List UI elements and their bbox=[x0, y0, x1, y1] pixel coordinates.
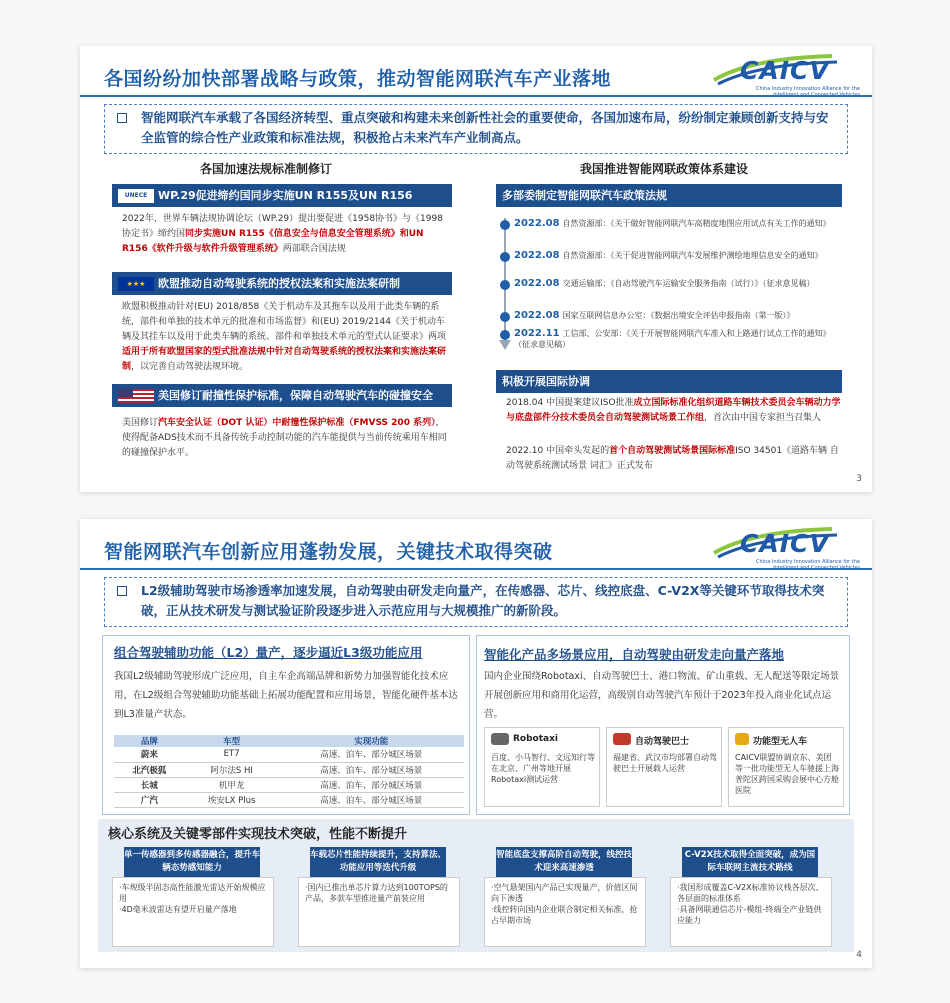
card-text: 福建省、武汉市均部署自动驾驶巴士开展载人运营 bbox=[613, 753, 717, 773]
eu-bar bbox=[112, 272, 452, 295]
bus-icon bbox=[613, 733, 631, 745]
timeline-date: 2022.08 bbox=[514, 310, 560, 321]
cell-model: 埃安LX Plus bbox=[185, 792, 279, 807]
timeline-text: 自然资源部：《关于做好智能网联汽车高精度地图应用试点有关工作的通知》 bbox=[562, 219, 831, 228]
unece-p1: 2022年，世界车辆法规协调论坛（WP.29）提出要促进《1958协书》与《1998协定书》缔约国 bbox=[122, 214, 443, 239]
slide-3 bbox=[80, 46, 872, 492]
timeline-arrow-icon bbox=[499, 340, 511, 350]
eu-text bbox=[122, 300, 447, 375]
intl-text-2 bbox=[506, 444, 842, 474]
timeline-date: 2022.08 bbox=[514, 218, 560, 229]
policy-timeline bbox=[496, 214, 842, 364]
core-box-header: 单一传感器到多传感器融合，提升车辆态势感知能力 bbox=[124, 847, 260, 877]
intro-box bbox=[104, 104, 848, 154]
eu-bar-text: 欧盟推动自动驾驶系统的授权法案和实施法案研制 bbox=[158, 277, 400, 290]
us-text bbox=[122, 416, 447, 461]
core-item: ·线控转向国内企业联合制定相关标准，抢占早期市场 bbox=[491, 905, 638, 925]
cell-brand: 北汽极狐 bbox=[114, 762, 185, 777]
cell-function: 高速、泊车、部分城区场景 bbox=[279, 747, 464, 762]
us-p1: 美国修订 bbox=[122, 418, 159, 428]
card-title: Robotaxi bbox=[513, 734, 559, 744]
table-row bbox=[114, 792, 464, 807]
intl2-red: 首个自动驾驶测试场景国际标准 bbox=[609, 446, 736, 456]
header-brand: 品牌 bbox=[114, 735, 185, 747]
cell-brand: 蔚来 bbox=[114, 747, 185, 762]
cell-function: 高速、泊车、部分城区场景 bbox=[279, 792, 464, 807]
card-title: 功能型无人车 bbox=[753, 737, 808, 747]
slide-title: 智能网联汽车创新应用蓬勃发展，关键技术取得突破 bbox=[104, 541, 553, 563]
unece-red: 同步实施UN R155《信息安全与信息安全管理系统》和UN R156《软件升级与软件升级管理系统》 bbox=[122, 229, 424, 254]
slide-4 bbox=[80, 519, 872, 968]
square-bullet-icon bbox=[117, 586, 127, 596]
l2-text: 我国L2级辅助驾驶形成广泛应用，自主车企高端品牌和新势力加强智能化技术应用，在L2级组合驾驶辅助功能基础上拓展功能配置和应用场景，智能化硬件基本达到L3准量产状态。 bbox=[114, 671, 458, 720]
table-row bbox=[114, 777, 464, 792]
logo-subtitle: China Industry Innovation Alliance for the bbox=[756, 559, 860, 565]
eu-p2: ，以完善自动驾驶法规环境。 bbox=[131, 362, 249, 372]
timeline-dot-icon bbox=[500, 220, 510, 230]
square-bullet-icon bbox=[117, 113, 127, 123]
logo-subtitle: China Industry Innovation Alliance for the bbox=[756, 86, 860, 92]
unece-bar-text: WP.29促进缔约国同步实施UN R155及UN R156 bbox=[158, 189, 413, 202]
caicv-logo bbox=[712, 50, 862, 94]
table-row bbox=[114, 762, 464, 777]
table-row bbox=[114, 747, 464, 762]
card-title: 自动驾驶巴士 bbox=[635, 737, 690, 747]
intl-bar: 积极开展国际协调 bbox=[496, 370, 842, 393]
intl1-p1: 2018.04 中国提案建议ISO批准 bbox=[506, 398, 634, 408]
timeline-text: 自然资源部：《关于促进智能网联汽车发展维护测绘地理信息安全的通知》 bbox=[562, 251, 823, 260]
intro-text: L2级辅助驾驶市场渗透率加速发展，自动驾驶由研发走向量产，在传感器、芯片、线控底盘、C-V2X等关键环节取得技术突破，正从技术研发与测试验证阶段逐步进入示范应用与大规模推广的新阶段。 bbox=[141, 583, 825, 618]
core-item: ·我国形成覆盖C-V2X标准协议栈各层次、各层面的标准体系 bbox=[677, 883, 824, 903]
core-box-header: C-V2X技术取得全面突破，成为国际车联网主流技术路线 bbox=[682, 847, 818, 877]
core-box-content bbox=[112, 877, 274, 947]
cell-model: 机甲龙 bbox=[185, 777, 279, 792]
policy-bar: 多部委制定智能网联汽车政策法规 bbox=[496, 184, 842, 207]
robotaxi-card bbox=[484, 727, 600, 807]
logo-text: CAICV bbox=[740, 529, 830, 558]
core-box-content bbox=[298, 877, 460, 947]
core-heading: 核心系统及关键零部件实现技术突破，性能不断提升 bbox=[108, 827, 408, 842]
card-text: 百度、小马智行、文远知行等在北京、广州等地开展Robotaxi测试运营 bbox=[491, 753, 595, 784]
bus-card bbox=[606, 727, 722, 807]
timeline-date: 2022.08 bbox=[514, 250, 560, 261]
cell-brand: 长城 bbox=[114, 777, 185, 792]
card-text: CAICV联盟协调京东、美团等一批功能型无人车驰援上海普陀区跨国采购会展中心方舱医院 bbox=[735, 753, 839, 795]
timeline-dot-icon bbox=[500, 330, 510, 340]
us-bar-text: 美国修订耐撞性保护标准，保障自动驾驶汽车的碰撞安全 bbox=[158, 389, 433, 402]
timeline-item bbox=[514, 250, 834, 261]
slide-title: 各国纷纷加快部署战略与政策，推动智能网联汽车产业落地 bbox=[104, 68, 612, 90]
intl1-p2: ，首次由中国专家担当召集人 bbox=[704, 413, 822, 423]
timeline-item bbox=[514, 218, 834, 229]
scenario-heading: 智能化产品多场景应用，自动驾驶由研发走向量产落地 bbox=[484, 647, 785, 662]
core-box-content bbox=[484, 877, 646, 947]
unmanned-card bbox=[728, 727, 844, 807]
scenario-text: 国内企业围绕Robotaxi、自动驾驶巴士、港口物流、矿山重载、无人配送等限定场景开展创新应用和商用化运营，高级别自动驾驶汽车预计于2023年投入商业化试点运营。 bbox=[484, 671, 840, 720]
intl2-p1: 2022.10 中国牵头发起的 bbox=[506, 446, 610, 456]
us-flag-icon bbox=[118, 389, 154, 403]
left-heading: 各国加速法规标准制修订 bbox=[200, 162, 333, 176]
cell-model: 阿尔法S HI bbox=[185, 762, 279, 777]
timeline-item bbox=[514, 278, 834, 289]
cell-model: ET7 bbox=[185, 747, 279, 762]
core-box-header: 智能底盘支撑高阶自动驾驶，线控技术迎来高速渗透 bbox=[496, 847, 632, 877]
title-divider bbox=[80, 568, 872, 570]
header-model: 车型 bbox=[185, 735, 279, 747]
timeline-text: 国家互联网信息办公室：《数据出境安全评估申报指南（第一版）》 bbox=[562, 311, 795, 320]
us-red: 汽车安全认证（DOT 认证）中耐撞性保护标准（FMVSS 200 系列） bbox=[158, 418, 436, 428]
cell-function: 高速、泊车、部分城区场景 bbox=[279, 777, 464, 792]
intl-text-1 bbox=[506, 396, 842, 426]
core-item: ·具备网联通信芯片-模组-终端全产业链供应能力 bbox=[677, 905, 822, 925]
core-item: ·空气悬架国内产品已实现量产，价值区间向下渗透 bbox=[491, 883, 638, 903]
intro-box bbox=[104, 577, 848, 627]
timeline-date: 2022.11 bbox=[514, 328, 560, 339]
l2-heading: 组合驾驶辅助功能（L2）量产，逐步逼近L3级功能应用 bbox=[114, 645, 423, 660]
core-item: ·车规级半固态高性能激光雷达开始规模应用 bbox=[119, 883, 266, 903]
intro-text: 智能网联汽车承载了各国经济转型、重点突破和构建未来创新性社会的重要使命，各国加速布局，纷纷制定兼顾创新支持与安全监管的综合性产业政策和标准法规，积极抢占未来汽车产业制高点。 bbox=[141, 110, 829, 145]
intl1-red: 成立国际标准化组织道路车辆技术委员会车辆动力学与底盘部件分技术委员会自动驾驶测试场景工作组 bbox=[506, 398, 841, 423]
logo-text: CAICV bbox=[740, 56, 830, 85]
timeline-item bbox=[514, 310, 834, 321]
core-box-header: 车载芯片性能持续提升，支持算法、功能应用等迭代升级 bbox=[310, 847, 446, 877]
timeline-date: 2022.08 bbox=[514, 278, 560, 289]
timeline-dot-icon bbox=[500, 280, 510, 290]
title-divider bbox=[80, 95, 872, 97]
intl2-p2: ISO 34501《道路车辆 自动驾驶系统测试场景 词汇》正式发布 bbox=[506, 446, 839, 471]
page-number: 3 bbox=[856, 474, 862, 484]
timeline-item bbox=[514, 328, 834, 350]
brand-table bbox=[114, 735, 464, 808]
cell-brand: 广汽 bbox=[114, 792, 185, 807]
car-icon bbox=[491, 733, 509, 745]
core-item: ·4D毫米波雷达有望开启量产落地 bbox=[119, 905, 237, 914]
eu-flag-icon: ★★★ bbox=[118, 277, 154, 291]
page-number: 4 bbox=[856, 950, 862, 960]
right-heading: 我国推进智能网联政策体系建设 bbox=[580, 162, 749, 176]
core-item: ·国内已推出单芯片算力达到100TOPS的产品，多款车型推进量产前装应用 bbox=[305, 883, 448, 903]
table-header bbox=[114, 735, 464, 747]
us-p2: ，使得配备ADS技术而不具备传统手动控制功能的汽车能提供与当前传统乘用车相同的碰撞保护水平。 bbox=[122, 418, 447, 458]
timeline-dot-icon bbox=[500, 312, 510, 322]
header-function: 实现功能 bbox=[279, 735, 464, 747]
unece-text bbox=[122, 212, 447, 257]
core-section bbox=[98, 819, 854, 952]
delivery-vehicle-icon bbox=[735, 733, 749, 745]
unece-flag-icon: UNECE bbox=[118, 189, 154, 203]
eu-p1: 欧盟积极推动针对(EU) 2018/858《关于机动车及其拖车以及用于此类车辆的系统，部件和单独的技术单元的批准和市场监督》和(EU) 2019/2144《关于机动车辆及其挂车以及用于此类车辆的系统、部件和单独技术单元的型式认证要求》两项 bbox=[122, 302, 447, 342]
eu-red: 适用于所有欧盟国家的型式批准法规中针对自动驾驶系统的授权法案和实施法案研制 bbox=[122, 347, 447, 372]
us-bar bbox=[112, 384, 452, 407]
core-box-content bbox=[670, 877, 832, 947]
timeline-dot-icon bbox=[500, 252, 510, 262]
timeline-text: 交通运输部：《自动驾驶汽车运输安全服务指南（试行）》（征求意见稿） bbox=[562, 279, 815, 288]
unece-p2: 两部联合国法规 bbox=[282, 244, 346, 254]
unece-bar bbox=[112, 184, 452, 207]
caicv-logo bbox=[712, 523, 862, 567]
timeline-text: 工信部、公安部：《关于开展智能网联汽车准入和上路通行试点工作的通知》（征求意见稿） bbox=[514, 329, 831, 349]
cell-function: 高速、泊车、部分城区场景 bbox=[279, 762, 464, 777]
